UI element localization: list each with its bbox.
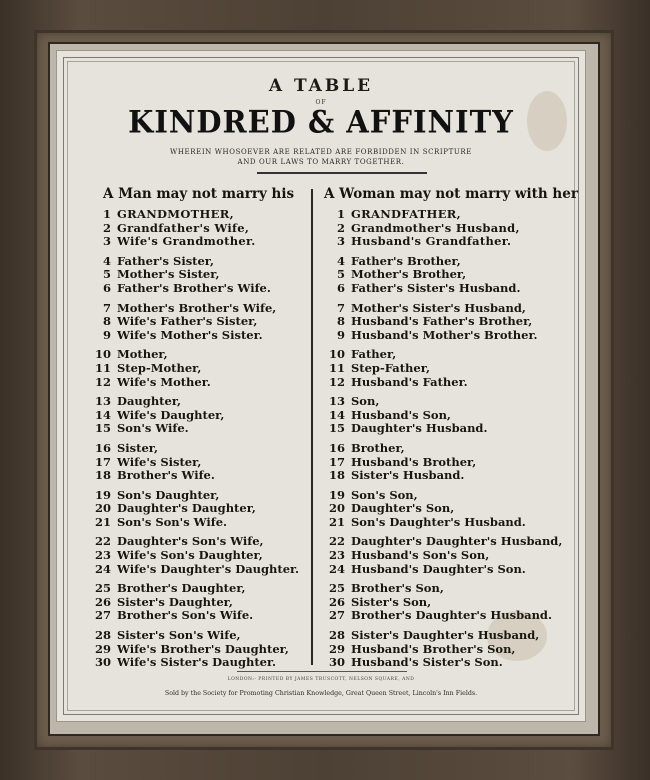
relation-text: Sister's Daughter, bbox=[117, 594, 233, 609]
relation-row bbox=[91, 608, 307, 622]
relation-number: 23 bbox=[328, 548, 345, 563]
relation-row bbox=[91, 267, 307, 281]
relation-text: Wife's Grandmother. bbox=[117, 234, 256, 249]
relation-row bbox=[91, 468, 307, 482]
subtitle bbox=[117, 147, 525, 167]
relation-number: 2 bbox=[102, 220, 111, 235]
relation-group bbox=[325, 628, 565, 669]
relation-text: Sister's Son, bbox=[351, 594, 432, 609]
relation-row bbox=[91, 534, 307, 548]
relation-text: GRANDMOTHER, bbox=[117, 207, 234, 221]
relation-text: Wife's Father's Sister, bbox=[117, 314, 258, 329]
relation-number: 26 bbox=[94, 594, 111, 609]
relation-row bbox=[91, 655, 307, 669]
relation-text: Wife's Daughter, bbox=[117, 407, 225, 422]
relation-text: Husband's Mother's Brother. bbox=[351, 327, 538, 342]
relation-text: Wife's Mother's Sister. bbox=[117, 327, 263, 342]
relation-number: 29 bbox=[94, 641, 111, 656]
title-a-table: A TABLE bbox=[268, 76, 374, 96]
relation-number: 22 bbox=[328, 534, 345, 549]
relation-number: 20 bbox=[94, 501, 111, 516]
page-title: KINDRED & AFFINITY bbox=[128, 104, 514, 140]
relation-row bbox=[91, 515, 307, 529]
title-of: OF bbox=[315, 99, 327, 106]
relation-row bbox=[325, 221, 565, 235]
relation-number: 10 bbox=[94, 347, 111, 362]
relation-number: 5 bbox=[336, 267, 345, 282]
relation-row bbox=[91, 455, 307, 469]
relation-row bbox=[91, 562, 307, 576]
relation-row bbox=[325, 628, 565, 642]
relation-text: Wife's Sister's Daughter. bbox=[117, 655, 277, 670]
relation-number: 25 bbox=[328, 581, 345, 596]
relation-text: Sister's Daughter's Husband, bbox=[351, 628, 540, 643]
relation-text: Daughter's Daughter's Husband, bbox=[351, 534, 563, 549]
woman-list bbox=[325, 207, 565, 675]
relation-group bbox=[91, 207, 307, 248]
relation-row bbox=[325, 267, 565, 281]
relation-number: 19 bbox=[328, 487, 345, 502]
relation-text: Father's Sister's Husband. bbox=[351, 280, 521, 295]
relation-number: 24 bbox=[94, 561, 111, 576]
relation-text: Wife's Daughter's Daughter. bbox=[117, 561, 300, 576]
relation-number: 2 bbox=[336, 220, 345, 235]
relation-text: Husband's Father. bbox=[351, 374, 468, 389]
relation-group bbox=[325, 301, 565, 342]
relation-number: 7 bbox=[336, 300, 345, 315]
relation-text: GRANDFATHER, bbox=[351, 207, 461, 221]
relation-text: Step-Mother, bbox=[117, 360, 202, 375]
relation-row bbox=[91, 421, 307, 435]
relation-number: 27 bbox=[94, 608, 111, 623]
relation-row bbox=[325, 595, 565, 609]
relation-number: 21 bbox=[328, 514, 345, 529]
relation-group bbox=[91, 301, 307, 342]
relation-row bbox=[325, 281, 565, 295]
relation-text: Son's Daughter's Husband. bbox=[351, 514, 526, 529]
relation-text: Mother's Brother, bbox=[351, 267, 467, 282]
relation-text: Husband's Grandfather. bbox=[351, 234, 512, 249]
relation-text: Wife's Son's Daughter, bbox=[117, 548, 263, 563]
man-list bbox=[91, 207, 307, 675]
relation-text: Grandmother's Husband, bbox=[351, 220, 520, 235]
relation-row bbox=[325, 441, 565, 455]
relation-text: Husband's Brother, bbox=[351, 454, 477, 469]
relation-text: Father's Brother, bbox=[351, 253, 461, 268]
relation-group bbox=[325, 254, 565, 295]
relation-number: 20 bbox=[328, 501, 345, 516]
relation-number: 14 bbox=[328, 407, 345, 422]
relation-number: 12 bbox=[328, 374, 345, 389]
relation-number: 15 bbox=[328, 421, 345, 436]
relation-number: 4 bbox=[102, 253, 111, 268]
relation-number: 9 bbox=[336, 327, 345, 342]
relation-text: Father, bbox=[351, 347, 397, 362]
man-column-heading: A Man may not marry his bbox=[103, 186, 295, 202]
relation-number: 14 bbox=[94, 407, 111, 422]
relation-text: Husband's Brother's Son, bbox=[351, 641, 516, 656]
relation-row bbox=[325, 394, 565, 408]
relation-group bbox=[91, 581, 307, 622]
relation-number: 4 bbox=[336, 253, 345, 268]
relation-text: Wife's Mother. bbox=[117, 374, 211, 389]
relation-row bbox=[91, 301, 307, 315]
relation-number: 17 bbox=[328, 454, 345, 469]
relation-text: Daughter's Daughter, bbox=[117, 501, 256, 516]
relation-text: Brother's Daughter's Husband. bbox=[351, 608, 552, 623]
relation-number: 21 bbox=[94, 514, 111, 529]
relation-text: Wife's Sister, bbox=[117, 454, 202, 469]
relation-row bbox=[91, 642, 307, 656]
subtitle-line-2: AND OUR LAWS TO MARRY TOGETHER. bbox=[237, 158, 405, 166]
relation-row bbox=[325, 408, 565, 422]
relation-number: 19 bbox=[94, 487, 111, 502]
relation-number: 26 bbox=[328, 594, 345, 609]
relation-row bbox=[325, 254, 565, 268]
relation-row bbox=[325, 608, 565, 622]
relation-number: 30 bbox=[94, 655, 111, 670]
relation-number: 6 bbox=[336, 280, 345, 295]
relation-number: 28 bbox=[94, 628, 111, 643]
relation-number: 27 bbox=[328, 608, 345, 623]
relation-row bbox=[325, 642, 565, 656]
relation-row bbox=[325, 314, 565, 328]
relation-row bbox=[91, 628, 307, 642]
relation-number: 17 bbox=[94, 454, 111, 469]
relation-number: 25 bbox=[94, 581, 111, 596]
relation-text: Mother's Brother's Wife, bbox=[117, 300, 277, 315]
relation-row bbox=[325, 234, 565, 248]
subtitle-line-1: WHEREIN WHOSOEVER ARE RELATED ARE FORBIDDEN IN SCRIPTURE bbox=[170, 148, 472, 156]
relation-text: Son's Wife. bbox=[117, 421, 189, 436]
relation-number: 10 bbox=[328, 347, 345, 362]
relation-text: Son's Daughter, bbox=[117, 487, 220, 502]
relation-text: Grandfather's Wife, bbox=[117, 220, 250, 235]
relation-number: 1 bbox=[336, 207, 345, 221]
relation-text: Son's Son, bbox=[351, 487, 418, 502]
relation-text: Son, bbox=[351, 394, 380, 409]
relation-row bbox=[325, 207, 565, 221]
relation-text: Husband's Sister's Son. bbox=[351, 655, 503, 670]
relation-text: Sister, bbox=[117, 440, 159, 455]
relation-number: 7 bbox=[102, 300, 111, 315]
relation-text: Daughter's Son, bbox=[351, 501, 455, 516]
relation-group bbox=[91, 254, 307, 295]
relation-number: 3 bbox=[336, 234, 345, 249]
relation-text: Husband's Father's Brother, bbox=[351, 314, 533, 329]
relation-number: 12 bbox=[94, 374, 111, 389]
relation-group bbox=[325, 394, 565, 435]
relation-group bbox=[91, 628, 307, 669]
relation-group bbox=[325, 207, 565, 248]
relation-number: 18 bbox=[328, 468, 345, 483]
relation-number: 11 bbox=[328, 360, 345, 375]
relation-row bbox=[91, 347, 307, 361]
relation-row bbox=[91, 501, 307, 515]
relation-row bbox=[91, 281, 307, 295]
relation-number: 22 bbox=[94, 534, 111, 549]
title-divider bbox=[257, 172, 427, 174]
kindred-table-poster bbox=[56, 50, 586, 722]
relation-number: 13 bbox=[328, 394, 345, 409]
relation-text: Mother, bbox=[117, 347, 168, 362]
relation-text: Brother's Wife. bbox=[117, 468, 215, 483]
relation-number: 24 bbox=[328, 561, 345, 576]
relation-row bbox=[325, 375, 565, 389]
relation-row bbox=[91, 548, 307, 562]
relation-text: Father's Sister, bbox=[117, 253, 215, 268]
publisher-note: Sold by the Society for Promoting Christian Knowledge, Great Queen Street, Lincoln's Inn Fields. bbox=[164, 690, 478, 697]
relation-row bbox=[91, 581, 307, 595]
relation-text: Step-Father, bbox=[351, 360, 430, 375]
relation-number: 8 bbox=[336, 314, 345, 329]
relation-text: Sister's Husband. bbox=[351, 468, 465, 483]
woman-column-heading: A Woman may not marry with her bbox=[324, 186, 578, 202]
relation-text: Husband's Daughter's Son. bbox=[351, 561, 526, 576]
relation-group bbox=[325, 581, 565, 622]
relation-number: 16 bbox=[328, 440, 345, 455]
relation-row bbox=[325, 488, 565, 502]
relation-number: 29 bbox=[328, 641, 345, 656]
relation-row bbox=[91, 488, 307, 502]
relation-number: 16 bbox=[94, 440, 111, 455]
relation-row bbox=[91, 254, 307, 268]
relation-number: 30 bbox=[328, 655, 345, 670]
relation-text: Son's Son's Wife. bbox=[117, 514, 228, 529]
relation-row bbox=[325, 562, 565, 576]
relation-number: 3 bbox=[102, 234, 111, 249]
relation-text: Brother's Son, bbox=[351, 581, 444, 596]
relation-row bbox=[325, 655, 565, 669]
relation-row bbox=[91, 394, 307, 408]
relation-group bbox=[91, 488, 307, 529]
footer-rule bbox=[237, 671, 407, 672]
relation-group bbox=[325, 441, 565, 482]
relation-row bbox=[91, 441, 307, 455]
relation-row bbox=[325, 347, 565, 361]
relation-number: 9 bbox=[102, 327, 111, 342]
relation-text: Husband's Son's Son, bbox=[351, 548, 490, 563]
relation-row bbox=[325, 515, 565, 529]
relation-row bbox=[91, 375, 307, 389]
relation-row bbox=[325, 581, 565, 595]
relation-row bbox=[91, 207, 307, 221]
relation-text: Husband's Son, bbox=[351, 407, 451, 422]
relation-number: 8 bbox=[102, 314, 111, 329]
relation-group bbox=[91, 534, 307, 575]
relation-text: Brother's Daughter, bbox=[117, 581, 246, 596]
relation-row bbox=[91, 361, 307, 375]
relation-group bbox=[325, 347, 565, 388]
relation-text: Mother's Sister's Husband, bbox=[351, 300, 526, 315]
relation-text: Brother's Son's Wife. bbox=[117, 608, 254, 623]
relation-number: 11 bbox=[94, 360, 111, 375]
relation-row bbox=[325, 534, 565, 548]
relation-row bbox=[325, 361, 565, 375]
relation-group bbox=[325, 488, 565, 529]
relation-row bbox=[91, 234, 307, 248]
relation-number: 5 bbox=[102, 267, 111, 282]
relation-number: 23 bbox=[94, 548, 111, 563]
relation-row bbox=[91, 221, 307, 235]
relation-row bbox=[325, 548, 565, 562]
relation-row bbox=[91, 408, 307, 422]
relation-number: 18 bbox=[94, 468, 111, 483]
relation-number: 13 bbox=[94, 394, 111, 409]
relation-group bbox=[91, 441, 307, 482]
relation-text: Daughter's Son's Wife, bbox=[117, 534, 264, 549]
relation-row bbox=[91, 595, 307, 609]
relation-number: 1 bbox=[102, 207, 111, 221]
column-divider bbox=[311, 189, 313, 665]
relation-row bbox=[91, 314, 307, 328]
relation-text: Daughter's Husband. bbox=[351, 421, 488, 436]
relation-row bbox=[325, 421, 565, 435]
relation-text: Wife's Brother's Daughter, bbox=[117, 641, 289, 656]
relation-text: Mother's Sister, bbox=[117, 267, 220, 282]
relation-text: Father's Brother's Wife. bbox=[117, 280, 271, 295]
relation-group bbox=[91, 394, 307, 435]
relation-number: 6 bbox=[102, 280, 111, 295]
relation-text: Daughter, bbox=[117, 394, 182, 409]
relation-row bbox=[325, 501, 565, 515]
relation-number: 15 bbox=[94, 421, 111, 436]
relation-number: 28 bbox=[328, 628, 345, 643]
relation-row bbox=[91, 328, 307, 342]
relation-text: Brother, bbox=[351, 440, 405, 455]
relation-text: Sister's Son's Wife, bbox=[117, 628, 241, 643]
relation-group bbox=[325, 534, 565, 575]
relation-row bbox=[325, 455, 565, 469]
relation-row bbox=[325, 328, 565, 342]
relation-row bbox=[325, 301, 565, 315]
printer-credit: LONDON:- PRINTED BY JAMES TRUSCOTT, NELSON SQUARE, AND bbox=[227, 677, 415, 682]
relation-row bbox=[325, 468, 565, 482]
relation-group bbox=[91, 347, 307, 388]
